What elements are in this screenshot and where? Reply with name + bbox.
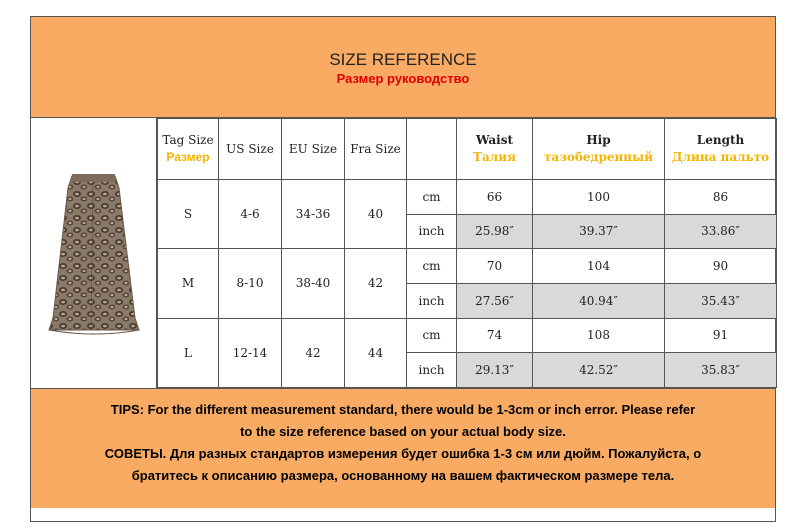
waist-inch-cell: 29.13″: [457, 353, 533, 388]
header-fra-size: Fra Size: [345, 119, 407, 180]
hip-inch-cell: 42.52″: [533, 353, 665, 388]
tips-box: [31, 388, 775, 508]
waist-cm-cell: 74: [457, 318, 533, 353]
snake-print-skirt-image: [31, 118, 157, 388]
us-size-cell: 4-6: [219, 180, 282, 249]
product-photo-cell: [31, 118, 157, 388]
header-waist: Waist Талия: [457, 119, 533, 180]
header-band: [31, 17, 775, 118]
page-title: SIZE REFERENCE: [329, 50, 477, 69]
unit-cm-cell: cm: [407, 318, 457, 353]
waist-cm-cell: 66: [457, 180, 533, 215]
fra-size-cell: 42: [345, 249, 407, 318]
table-row-m-cm: [158, 249, 777, 284]
unit-cm-cell: cm: [407, 180, 457, 215]
tag-size-cell: S: [158, 180, 219, 249]
hip-cm-cell: 108: [533, 318, 665, 353]
tips-text-line: СОВЕТЫ. Для разных стандартов измерения будет ошибка 1-3 см или дюйм. Пожалуйста, о: [104, 446, 702, 461]
us-size-cell: 12-14: [219, 318, 282, 387]
waist-cm-cell: 70: [457, 249, 533, 284]
header-eu-size: EU Size: [282, 119, 345, 180]
length-inch-cell: 35.83″: [665, 353, 777, 388]
tips-text-line: to the size reference based on your actual body size.: [240, 424, 566, 439]
length-inch-cell: 35.43″: [665, 283, 777, 318]
table-row-l-cm: [158, 318, 777, 353]
eu-size-cell: 34-36: [282, 180, 345, 249]
header-tag-size: Tag Size Размер: [158, 119, 219, 180]
length-cm-cell: 86: [665, 180, 777, 215]
hip-cm-cell: 100: [533, 180, 665, 215]
eu-size-cell: 38-40: [282, 249, 345, 318]
length-inch-cell: 33.86″: [665, 214, 777, 249]
tips-text-line: братитесь к описанию размера, основанному на вашем фактическом размере тела.: [131, 468, 675, 483]
tips-text-line: TIPS: For the different measurement standard, there would be 1-3cm or inch error. Please refer: [110, 402, 696, 417]
fra-size-cell: 44: [345, 318, 407, 387]
tag-size-cell: L: [158, 318, 219, 387]
table-row-s-cm: [158, 180, 777, 215]
header-hip: Hip тазобедренный: [533, 119, 665, 180]
waist-inch-cell: 25.98″: [457, 214, 533, 249]
unit-inch-cell: inch: [407, 214, 457, 249]
table-header-row: [158, 119, 777, 180]
unit-cm-cell: cm: [407, 249, 457, 284]
size-table: [157, 118, 777, 388]
us-size-cell: 8-10: [219, 249, 282, 318]
hip-cm-cell: 104: [533, 249, 665, 284]
length-cm-cell: 90: [665, 249, 777, 284]
unit-inch-cell: inch: [407, 283, 457, 318]
header-us-size: US Size: [219, 119, 282, 180]
waist-inch-cell: 27.56″: [457, 283, 533, 318]
header-unit-blank: [407, 119, 457, 180]
header-length: Length Длина пальто: [665, 119, 777, 180]
hip-inch-cell: 40.94″: [533, 283, 665, 318]
unit-inch-cell: inch: [407, 353, 457, 388]
hip-inch-cell: 39.37″: [533, 214, 665, 249]
eu-size-cell: 42: [282, 318, 345, 387]
length-cm-cell: 91: [665, 318, 777, 353]
fra-size-cell: 40: [345, 180, 407, 249]
page-subtitle: Размер руководство: [336, 71, 470, 86]
tag-size-cell: M: [158, 249, 219, 318]
